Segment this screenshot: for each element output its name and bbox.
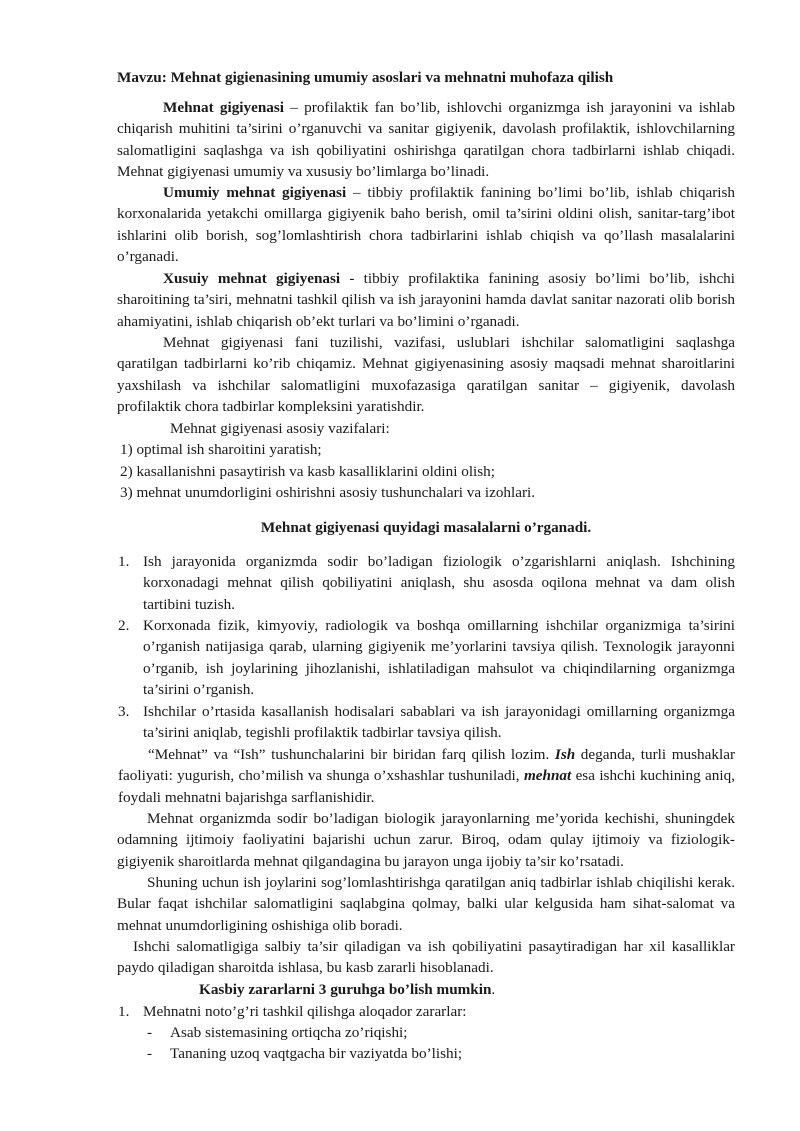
paragraph-text: deganda, turli mushaklar faoliyati: yugurish, cho’milish va shunga o’xshashlar tushuniladi, [118,746,735,785]
task-item: 2) kasallanishni pasaytirish va kasb kasalliklarini oldini olish; [120,463,495,480]
paragraph-xususiy [117,268,735,332]
paragraph-text: – profilaktik fan bo’lib, ishlovchi organizmga ish jarayonini va ishlab chiqarish muhitini ta’sirini o’rganuvchi va sanitar gigiyenik, davolash profilaktik, ishlovchilarning salomatligini saqlashga va ish qobiliyatini oshirishga qaratilgan chora tadbirlarni ishlab chiqadi. Mehnat gigiyenasi umumiy va xususiy bo’limlarga bo’linadi. [117,99,735,180]
heading-text: Kasbiy zararlarni 3 guruhga bo’lish mumkin [199,981,492,998]
paragraph-shuning-uchun: Shuning uchun ish joylarini sog’lomlashtirishga qaratilgan aniq tadbirlar ishlab chiqilishi kerak. Bular faqat ishchilar salomatligini saqlabgina qolmay, balki ular kelgusida ham sihat-salomat va mehnat unumdorligining oshishiga olib boradi. [117,874,735,934]
list-item: Korxonada fizik, kimyoviy, radiologik va boshqa omillarning ishchilar organizmiga ta’sirini o’rganish natijasiga qarab, ularning gigiyenik me’yorlarini tavsiya qilish. Texnologik jarayonni o’rganib, ish joylarining jihozlanishi, ishlatiladigan mahsulot va chiqindilarning organizmga ta’sirini o’rganish. [143,617,735,698]
list-number: 1. [118,553,130,570]
term-umumiy: Umumiy mehnat gigiyenasi [163,184,347,201]
paragraph-text: – tibbiy profilaktik fanining bo’limi bo’lib, ishlab chiqarish korxonalarida yetakchi omillarga gigiyenik baho berish, omil ta’sirini oldini olish, sanitar-targ’ibot ishlarini olib borish, sog’lomlashtirish chora tadbirlarini ishlab chiqish va qo’llash masalalarini o’rganadi. [117,184,735,265]
term-mehnat: mehnat [523,767,572,785]
term-ish: Ish [554,746,576,763]
paragraph-mehnat-gigiyenasi [117,97,735,182]
paragraph-text: - tibbiy profilaktika fanining asosiy bo’limi bo’lib, ishchi sharoitining ta’siri, mehnatni tashkil qilish va ish jarayonini hamda davlat sanitar nazorati olib borish ahamiyatini, ishlab chiqarish ob’ekt turlari va bo’limini o’rganadi. [117,270,735,330]
term-xususiy: Xusuiy mehnat gigiyenasi [163,270,341,287]
dash-item: Tananing uzoq vaqtgacha bir vaziyatda bo’lishi; [170,1045,463,1062]
page-title: Mavzu: Mehnat gigienasining umumiy asoslari va mehnatni muhofaza qilish [117,69,614,86]
list-number: 2. [118,617,130,634]
section-heading-issues: Mehnat gigiyenasi quyidagi masalalarni o’rganadi. [260,519,592,536]
paragraph-text: “Mehnat” va “Ish” tushunchalarini bir biridan farq qilish lozim. [148,746,555,763]
term-mehnat-gigiyenasi: Mehnat gigiyenasi [163,99,285,116]
heading-period: . [491,981,496,998]
list-number: 3. [118,703,130,720]
paragraph-fani-tuzilishi: Mehnat gigiyenasi fani tuzilishi, vazifasi, uslublari ishchilar salomatligini saqlashga qaratilgan tadbirlarni ko’rib chiqamiz. Mehnat gigiyenasining asosiy maqsadi mehnat sharoitlarini yaxshilash va ishchilar salomatligini muxofazasiga qaratilgan sanitar – gigiyenik, davolash profilaktik chora tadbirlar kompleksini yaratishdir. [117,334,735,415]
paragraph-biologik: Mehnat organizmda sodir bo’ladigan biologik jarayonlarning me’yorida kechishi, shuningdek odamning ijtimoiy faoliyatini bajarishi uchun zarur. Biroq, odam qulay ijtimoiy va fiziologik-gigiyenik sharoitlarda mehnat qilgandagina bu jarayon unga ijobiy ta’sir ko’rsatadi. [117,810,735,870]
task-item: 1) optimal ish sharoitini yaratish; [120,441,322,458]
dash-item: Asab sistemasining ortiqcha zo’riqishi; [170,1024,408,1041]
list-number: 1. [118,1003,130,1020]
task-item: 3) mehnat unumdorligini oshirishni asosiy tushunchalari va izohlari. [120,484,536,501]
paragraph-mehnat-ish [118,744,735,808]
paragraph-text: esa ishchi kuchining aniq, foydali mehnatni bajarishga sarflanishidir. [118,767,735,806]
dash-marker: - [147,1024,153,1041]
list-item: Mehnatni noto’g’ri tashkil qilishga aloqador zararlar: [143,1003,467,1020]
list-item: Ishchilar o’rtasida kasallanish hodisalari sabablari va ish jarayonidagi omillarning organizmga ta’sirini aniqlab, tegishli profilaktik tadbirlar tavsiya qilish. [143,703,735,742]
paragraph-umumiy [117,182,735,267]
section-heading-groups [199,979,495,1000]
tasks-heading: Mehnat gigiyenasi asosiy vazifalari: [170,420,390,437]
dash-marker: - [147,1045,153,1062]
list-item: Ish jarayonida organizmda sodir bo’ladigan fiziologik o’zgarishlarni aniqlash. Ishchining korxonadagi mehnat qilish qobiliyatini aniqlash, shu asosda oqilona mehnat va dam olish tartibini tuzish. [143,553,735,613]
paragraph-kasb-zararli: Ishchi salomatligiga salbiy ta’sir qiladigan va ish qobiliyatini pasaytiradigan har xil kasalliklar paydo qiladigan sharoitda ishlasa, bu kasb zararli hisoblanadi. [117,938,735,977]
